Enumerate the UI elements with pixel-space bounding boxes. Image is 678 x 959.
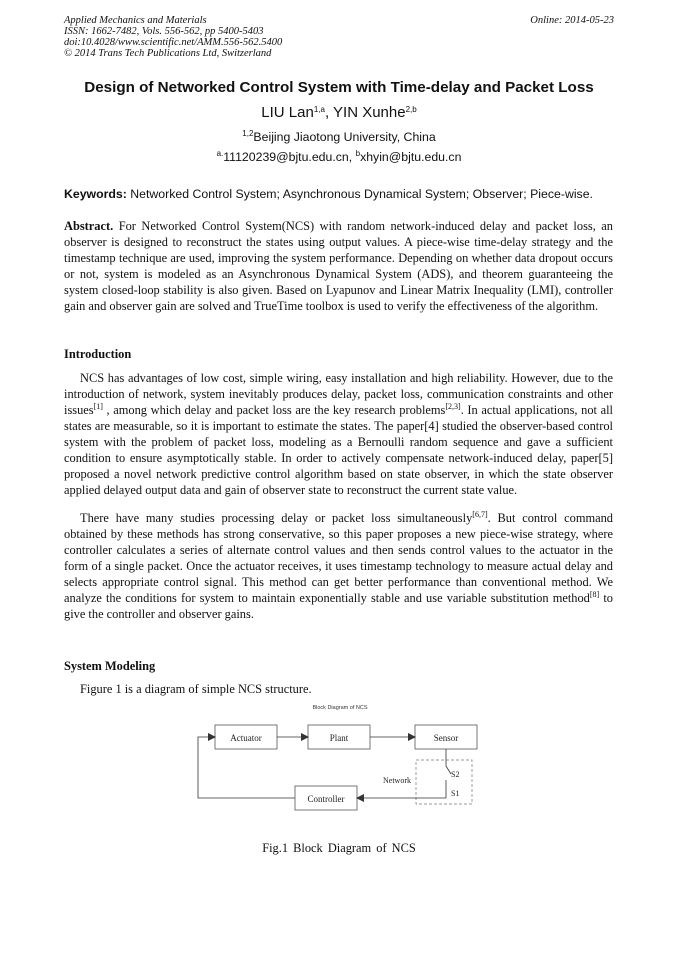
paper-title: Design of Networked Control System with Time-delay and Packet Loss xyxy=(84,79,594,96)
citation-ref: [8] xyxy=(589,590,600,599)
citation-ref: [2,3] xyxy=(445,402,461,411)
author-2-affil-mark: 2,b xyxy=(405,105,417,114)
journal-name: Applied Mechanics and Materials xyxy=(64,15,207,26)
actuator-label: Actuator xyxy=(230,733,262,743)
intro-p1-text-a: NCS has advantages of low cost, simple wiring, easy installation and high reliability. However, due to the introduction of network, system inevitably produces delay, packet loss, communication constraints and other issues xyxy=(64,371,613,417)
plant-block xyxy=(308,725,370,749)
email-a-mark: a. xyxy=(216,149,224,158)
introduction-paragraph-1 xyxy=(64,370,613,498)
intro-p1-text-b: , among which delay and packet loss are the key research problems xyxy=(102,403,446,417)
sensor-block xyxy=(415,725,477,749)
switch-s1-label: S1 xyxy=(451,789,460,798)
figure-caption: Fig.1 Block Diagram of NCS xyxy=(262,841,416,855)
abstract-label: Abstract. xyxy=(64,219,114,233)
figure-intro-text: Figure 1 is a diagram of simple NCS structure. xyxy=(80,682,312,696)
controller-label: Controller xyxy=(307,794,345,804)
abstract xyxy=(64,218,613,314)
plant-label: Plant xyxy=(329,733,349,743)
doi-line: doi:10.4028/www.scientific.net/AMM.556-562.5400 xyxy=(64,37,283,48)
switch-s2-label: S2 xyxy=(451,770,460,779)
section-heading-system-modeling: System Modeling xyxy=(64,659,156,673)
intro-p2-text-b: . But control command obtained by these methods has strong conservative, so this paper proposes a new piece-wise strategy, where controller calculates a series of alternate control values and then sends control values to the actuator in the form of a single packet. Once the actuator receives, it uses timestamp technology to measure actual delay and selects appropriate control signal. This method can get better performance than conventional method. We analyze the conditions for system to maintain exponentially stable and use variable substitution method xyxy=(64,511,613,605)
author-line xyxy=(0,104,678,121)
affiliation-line xyxy=(0,130,678,144)
email-line xyxy=(0,150,678,164)
network-region xyxy=(416,760,472,804)
copyright-line: © 2014 Trans Tech Publications Ltd, Switzerland xyxy=(64,48,272,59)
citation-ref: [1] xyxy=(93,402,103,411)
diagram-title: Block Diagram of NCS xyxy=(312,705,368,711)
online-date: Online: 2014-05-23 xyxy=(530,15,614,26)
keywords-label: Keywords: xyxy=(64,187,127,201)
keywords xyxy=(64,187,624,201)
sensor-label: Sensor xyxy=(433,733,459,743)
intro-p1-text-c: . In actual applications, not all states are measurable, so it is important to estimate the states. The paper[4] studied the observer-based control system with the problem of packet loss, modeling as a Bernoulli random sequence and gave a sufficient condition to ensure asymptotically stable. In order to actively compensate network-induced delay, paper[5] proposed a novel network predictive control algorithm based on state observer, in which the state observer applied delayed output data and gain of observer state to reconstruct the current state value. xyxy=(64,403,613,497)
email-b-mark: b xyxy=(355,149,361,158)
intro-p2-text-c: to give the controller and observer gains. xyxy=(64,591,613,621)
introduction-paragraph-2 xyxy=(64,510,613,622)
intro-p2-text-a: There have many studies processing delay or packet loss simultaneously xyxy=(80,511,473,525)
block-diagram xyxy=(190,700,490,820)
section-heading-introduction: Introduction xyxy=(64,347,132,361)
author-1-affil-mark: 1,a xyxy=(313,105,325,114)
keywords-text: Networked Control System; Asynchronous Dynamical System; Observer; Piece-wise. xyxy=(126,187,593,201)
author-2-name: YIN Xunhe xyxy=(333,104,406,121)
controller-block xyxy=(295,786,357,810)
abstract-text: For Networked Control System(NCS) with random network-induced delay and packet loss, an observer is designed to reconstruct the states using output values. A piece-wise time-delay strategy and the timestamp technique are used, improving the system performance. Depending on whether data dropout occurs or not, system is modeled as an Asynchronous Dynamical System (ADS), and theorem guaranteeing the system closed-loop stability is also given. Based on Lyapunov and Linear Matrix Inequality (LMI), controller gain and observer gain are solved and TrueTime toolbox is used to verify the effectiveness of the algorithm. xyxy=(64,219,613,313)
network-label: Network xyxy=(383,776,411,785)
page-header xyxy=(64,15,614,59)
citation-ref: [6,7] xyxy=(472,510,488,519)
email-b: xhyin@bjtu.edu.cn xyxy=(360,150,462,164)
affiliation-mark: 1,2 xyxy=(242,129,254,138)
author-1-name: LIU Lan xyxy=(261,104,314,121)
issn-line: ISSN: 1662-7482, Vols. 556-562, pp 5400-5403 xyxy=(64,26,264,37)
author-separator: , xyxy=(324,104,334,121)
actuator-block xyxy=(215,725,277,749)
affiliation-text: Beijing Jiaotong University, China xyxy=(253,130,436,144)
email-a: 11120239@bjtu.edu.cn, xyxy=(223,150,356,164)
